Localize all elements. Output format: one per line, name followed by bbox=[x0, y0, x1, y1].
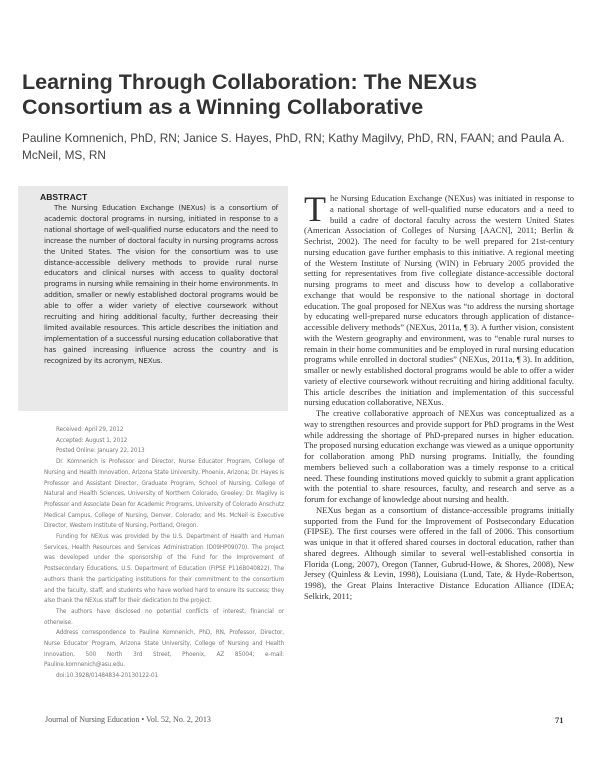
body-paragraph bbox=[304, 189, 574, 408]
abstract-box bbox=[18, 186, 288, 411]
journal-footer: Journal of Nursing Education • Vol. 52, No. 2, 2013 bbox=[45, 715, 211, 724]
body-paragraph: The creative collaborative approach of NEXus was conceptualized as a way to strengthen resources and provide support for PhD programs in the West while addressing the shortage of PhD-prepared nurses in higher education. The proposed nursing education exchange was viewed as a unique opportunity for collaboration among PhD nursing programs. Initially, the founding members believed such a collaboration was a timely response to a critical need. These founding institutions moved quickly to submit a grant application with the potential to share resources, faculty, and research and serve as a forum for exchange of knowledge about nursing and health. bbox=[304, 408, 574, 504]
doi-link[interactable]: doi:10.3928/01484834-20130122-01 bbox=[56, 673, 159, 680]
correspondence-note: Address correspondence to Pauline Komnenich, PhD, RN, Professor, Director, Nurse Educator Program, Arizona State University, College of Nursing and Health Innovation, 500 North 3rd Street, Phoenix, AZ 85004; e-mail: Pauline.komnenich@asu.edu. bbox=[44, 630, 284, 669]
funding-note: Funding for NEXus was provided by the U.S. Department of Health and Human Services, Health Resources and Services Administration (D09HP09070). The project was developed under the sponsorship of the Fund for the Improvement of Postsecondary Educations, U.S. Department of Education (FIPSE P116B040822). The authors thank the participating institutions for their commitment to the consortium and the faculty, staff, and students who have worked hard to ensure its success; they also thank the NEXus staff for their dedication to the project. bbox=[44, 534, 284, 605]
abstract-text: The Nursing Education Exchange (NEXus) is a consortium of academic doctoral programs in nursing, initiated in response to a national shortage of well-qualified nurse educators and the need to increase the number of doctoral faculty in nursing programs across the United States. The vision for the consortium was to use distance-accessible delivery methods to provide rural nurse educators and clinical nurses with access to quality doctoral programs in nursing while remaining in their home environments. In addition, smaller or newly established doctoral programs would be able to offer a wider variety of elective coursework without recruiting and hiring additional faculty, further decreasing their limited available resources. This article describes the initiation and implementation of a successful nursing education collaborative that has gained increasing influence across the country and is recognized by its acronym, NEXus. bbox=[44, 203, 278, 365]
author-affiliations: Dr. Komnenich is Professor and Director, Nurse Educator Program, College of Nursing and Health Innovation, Arizona State University, Phoenix, Arizona; Dr. Hayes is Professor and Assistant Director, Graduate Program, School of Nursing, College of Natural and Health Sciences, University of Northern Colorado, Greeley; Dr. Magilvy is Professor and Associate Dean for Academic Programs, University of Colorado Anschutz Medical Campus, College of Nursing, Denver, Colorado; and Ms. McNeil is Executive Director, Western Institute of Nursing, Portland, Oregon. bbox=[44, 459, 284, 530]
received-date: Received: April 29, 2012 bbox=[56, 427, 124, 433]
article-notes bbox=[44, 425, 284, 682]
page-number: 71 bbox=[555, 715, 564, 725]
abstract-heading: ABSTRACT bbox=[40, 192, 88, 202]
article-title: Learning Through Collaboration: The NEXus Consortium as a Winning Collaborative bbox=[22, 70, 478, 119]
author-list: Pauline Komnenich, PhD, RN; Janice S. Hayes, PhD, RN; Kathy Magilvy, PhD, RN, FAAN; and Paula A. McNeil, MS, RN bbox=[22, 131, 565, 162]
body-paragraph-text: he Nursing Education Exchange (NEXus) was initiated in response to a national shortage of well-qualified nurse educators and a need to build a cadre of doctoral faculty across the western United States (American Association of Colleges of Nursing [AACN], 2011; Berlin & Sechrist, 2002). The need for faculty to be well prepared for 21st-century nursing education gave further emphasis to this initiative. A regional meeting of the Western Institute of Nursing (WIN) in February 2005 provided the setting for representatives from five collegiate distance-accessible doctoral nursing programs to meet and discuss how to develop a collaborative exchange that would be responsive to the national shortage in doctoral education. The goal proposed for NEXus was “to address the nursing shortage by educating well-prepared nurse educators through application of distance-accessible delivery methods” (NEXus, 2011a, ¶ 3). A further vision, consistent with the Western geography and environment, was to “enable rural nurses to remain in their home communities and be employed in rural nursing education programs while enrolled in doctoral studies” (NEXus, 2011a, ¶ 3). In addition, smaller or newly established doctoral programs would be able to offer a wider variety of elective coursework without recruiting and hiring additional faculty. This article describes the initiation and implementation of this successful nursing education collaborative, NEXus. bbox=[304, 193, 574, 408]
posted-date: Posted Online: January 22, 2013 bbox=[56, 448, 145, 455]
drop-cap: T bbox=[304, 189, 326, 229]
body-paragraph: NEXus began as a consortium of distance-accessible programs initially supported from the Fund for the Improvement of Postsecondary Education (FIPSE). The first courses were offered in the fall of 2006. This consortium was unique in that it offered shared courses in doctoral education, rather than shared degrees. Although similar to several well-established consortia in Florida (Long, 2007), Oregon (Tanner, Gubrud-Howe, & Shores, 2008), New Jersey (Quinless & Levin, 1998), Louisiana (Lund, Tate, & Hyde-Robertson, 1998), the Great Plains Interactive Distance Education Alliance (IDEA; Selkirk, 2011; bbox=[304, 504, 574, 601]
disclosure-note: The authors have disclosed no potential conflicts of interest, financial or otherwise. bbox=[44, 608, 284, 626]
accepted-date: Accepted: August 1, 2012 bbox=[56, 437, 128, 444]
article-body bbox=[304, 189, 574, 602]
